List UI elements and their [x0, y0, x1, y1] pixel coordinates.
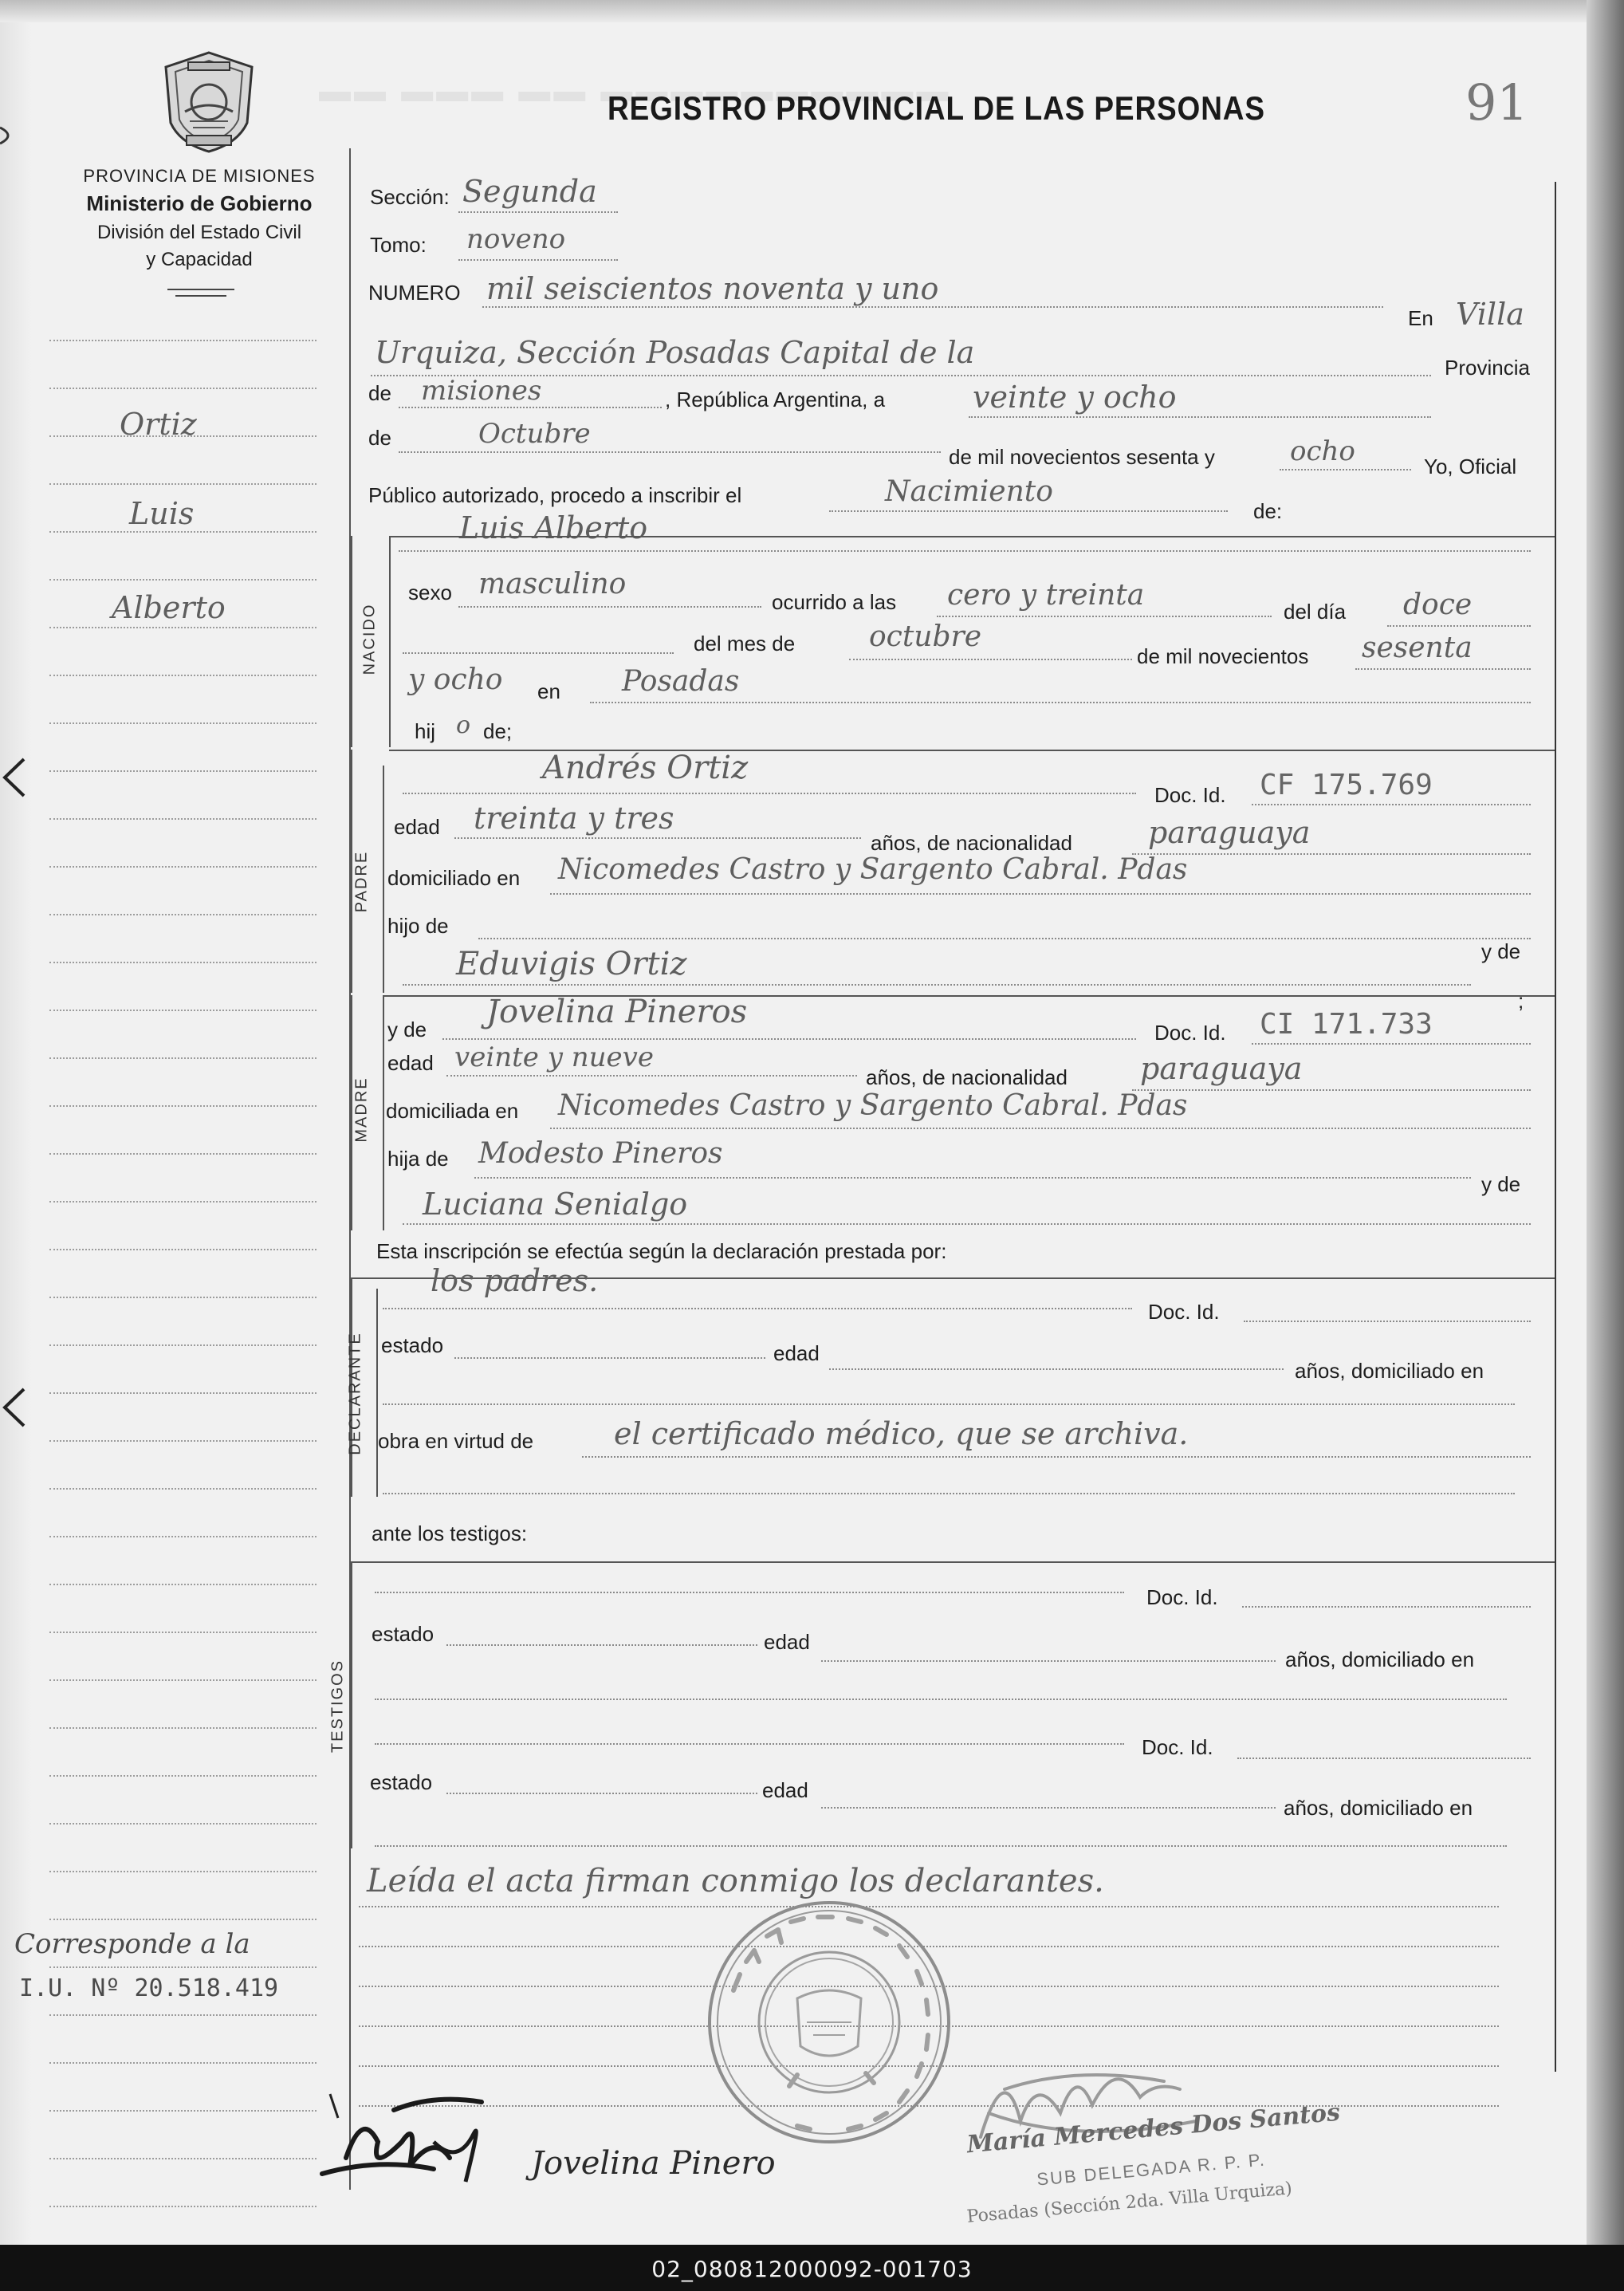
value-padre-dom: Nicomedes Castro y Sargento Cabral. Pdas	[558, 853, 1188, 886]
field-line	[937, 616, 1272, 617]
field-line	[375, 1845, 1507, 1847]
label-inscripcion: Esta inscripción se efectúa según la declaración prestada por:	[376, 1239, 947, 1263]
margin-rule	[49, 1010, 317, 1011]
margin-rule	[49, 1871, 317, 1872]
margin-first-name: Luis	[129, 496, 195, 531]
value-en-place-1: Villa	[1456, 297, 1524, 332]
label-testigo1-doc: Doc. Id.	[1146, 1585, 1218, 1609]
section-border	[383, 766, 384, 993]
label-declarante-doc: Doc. Id.	[1148, 1300, 1220, 1324]
value-acto: Nacimiento	[885, 475, 1053, 508]
margin-rule	[49, 483, 317, 485]
margin-rule	[49, 2014, 317, 2016]
label-padre-hijo-de: hijo de	[387, 914, 449, 938]
margin-rule	[49, 2110, 317, 2112]
label-de-mes: de	[368, 426, 391, 450]
field-line	[821, 1660, 1276, 1662]
field-line	[829, 510, 1228, 512]
section-border	[389, 536, 1555, 537]
field-line	[1242, 1606, 1531, 1608]
margin-rule	[49, 2158, 317, 2159]
official-role: SUB DELEGADA R. P. P.	[1036, 2149, 1267, 2190]
margin-rule	[49, 1632, 317, 1633]
binding-notch-icon	[0, 758, 27, 797]
field-line	[550, 1128, 1531, 1129]
value-lugar-nac: Posadas	[622, 665, 740, 698]
label-madre-doc: Doc. Id.	[1154, 1021, 1226, 1045]
value-madre-nac: paraguaya	[1140, 1051, 1303, 1086]
field-line	[375, 1743, 1124, 1745]
value-sexo: masculino	[478, 568, 627, 600]
value-en-place-2: Urquiza, Sección Posadas Capital de la	[375, 335, 975, 370]
value-madre-edad: veinte y nueve	[454, 1041, 654, 1073]
label-testigo2-doc: Doc. Id.	[1142, 1735, 1213, 1759]
margin-rule	[49, 1488, 317, 1490]
field-line	[482, 306, 1383, 308]
label-tomo: Tomo:	[370, 233, 427, 257]
margin-rule	[49, 1966, 317, 1968]
label-testigo1-estado: estado	[372, 1622, 435, 1646]
margin-rule	[49, 818, 317, 820]
binding-ring-icon	[0, 120, 24, 152]
margin-rule	[49, 1727, 317, 1729]
section-border	[351, 1561, 352, 1848]
label-testigo1-edad: edad	[764, 1630, 810, 1654]
page-title: REGISTRO PROVINCIAL DE LAS PERSONAS	[608, 89, 1265, 127]
label-padre-domicilio: domiciliado en	[387, 866, 521, 890]
value-madre-doc: CI 171.733	[1260, 1008, 1433, 1041]
margin-rule	[49, 1679, 317, 1681]
margin-rule	[49, 627, 317, 628]
margin-rule	[49, 1153, 317, 1155]
label-publico: Público autorizado, procedo a inscribir el	[368, 483, 742, 507]
label-provincia: Provincia	[1445, 356, 1530, 380]
field-line	[1355, 668, 1531, 670]
value-padre-doc: CF 175.769	[1260, 769, 1433, 801]
field-line	[1252, 1043, 1531, 1045]
label-testigo2-estado: estado	[370, 1770, 433, 1794]
margin-annotation-line2: I.U. Nº 20.518.419	[19, 1974, 279, 2002]
field-line	[403, 652, 674, 654]
margin-rule	[49, 675, 317, 676]
margin-rule	[49, 962, 317, 963]
field-line	[383, 1308, 1132, 1309]
value-declarante: los padres.	[431, 1263, 599, 1298]
label-declarante-estado: estado	[381, 1333, 444, 1357]
label-sexo: sexo	[408, 581, 452, 604]
field-line	[1132, 1089, 1531, 1091]
field-line	[399, 550, 1531, 552]
field-line	[1237, 1758, 1531, 1759]
margin-rule	[49, 1440, 317, 1442]
label-declarante-domicilio: años, domiciliado en	[1295, 1359, 1484, 1383]
label-testigo1-domicilio: años, domiciliado en	[1285, 1647, 1475, 1671]
field-line	[446, 1075, 857, 1077]
margin-rule	[49, 1297, 317, 1298]
value-numero: mil seiscientos noventa y uno	[486, 271, 939, 306]
page-number: 91	[1465, 73, 1528, 132]
section-border	[383, 995, 384, 1230]
value-tomo: noveno	[466, 223, 566, 255]
value-madre-nombre: Jovelina Pineros	[486, 994, 748, 1030]
field-line	[403, 984, 1471, 986]
bleed-through-text: ▬▬ ▬▬▬ ▬▬ ▬▬▬▬▬▬▬▬▬▬	[319, 73, 952, 108]
label-madre-edad: edad	[387, 1051, 434, 1075]
label-de-colon: de:	[1253, 499, 1283, 523]
label-ocurrido: ocurrido a las	[772, 590, 897, 614]
margin-rule	[49, 866, 317, 868]
label-republica: , República Argentina, a	[665, 388, 886, 411]
label-madre-y-de: y de	[1481, 1172, 1521, 1196]
official-office: Posadas (Sección 2da. Villa Urquiza)	[965, 2179, 1293, 2227]
field-line	[454, 1357, 765, 1359]
field-line	[478, 938, 1531, 939]
label-padre-doc: Doc. Id.	[1154, 783, 1226, 807]
field-line	[383, 1493, 1515, 1494]
value-padre-madre: Eduvigis Ortiz	[456, 946, 687, 982]
field-line	[829, 1368, 1284, 1370]
margin-rule	[49, 1057, 317, 1059]
value-madre-madre: Luciana Senialgo	[423, 1187, 688, 1222]
official-stamp-icon	[702, 1895, 957, 2150]
org-province: PROVINCIA DE MISIONES	[83, 166, 316, 186]
label-declarante-edad: edad	[773, 1341, 820, 1365]
label-ante-testigos: ante los testigos:	[372, 1521, 528, 1545]
label-madre-domicilio: domiciliada en	[386, 1099, 519, 1123]
section-border	[376, 1289, 378, 1497]
field-line	[383, 1403, 1515, 1405]
side-label-nacido: NACIDO	[360, 603, 379, 675]
section-border	[389, 536, 391, 747]
page-right-edge	[1587, 0, 1624, 2245]
margin-rule	[49, 2062, 317, 2064]
page-top-edge	[0, 0, 1587, 22]
label-del-dia: del día	[1284, 600, 1347, 624]
mother-signature: Jovelina Pinero	[531, 2145, 776, 2182]
value-anio: ocho	[1290, 435, 1355, 467]
org-division: División del Estado Civil	[96, 222, 302, 243]
value-nombre: Luis Alberto	[459, 510, 648, 545]
field-line	[375, 1699, 1507, 1700]
field-line	[375, 1592, 1124, 1593]
field-line	[403, 793, 1136, 794]
field-line	[403, 1223, 1531, 1225]
value-seccion: Segunda	[462, 174, 597, 209]
label-testigo2-edad: edad	[762, 1778, 808, 1802]
margin-rule	[49, 1249, 317, 1250]
value-padre-nac: paraguaya	[1148, 815, 1311, 850]
margin-rule	[49, 1919, 317, 1920]
margin-rule	[49, 531, 317, 533]
label-obra: obra en virtud de	[378, 1429, 534, 1453]
org-capacity: y Capacidad	[146, 249, 253, 270]
value-dia-texto: veinte y ocho	[973, 380, 1177, 415]
label-testigo2-domicilio: años, domiciliado en	[1284, 1796, 1473, 1820]
margin-rule	[49, 388, 317, 389]
side-label-madre: MADRE	[352, 1077, 371, 1143]
label-del-mes-de: del mes de	[694, 632, 796, 655]
label-padre-y-de: y de	[1481, 939, 1521, 963]
value-hijo-o: o	[456, 711, 471, 739]
value-mes: Octubre	[478, 418, 591, 450]
margin-rule	[49, 1344, 317, 1346]
side-label-declarante: DECLARANTE	[346, 1332, 364, 1455]
margin-rule	[49, 1105, 317, 1107]
margin-rule	[49, 770, 317, 772]
margin-annotation-line1: Corresponde a la	[14, 1928, 250, 1960]
field-line	[582, 1456, 1531, 1458]
field-line	[474, 1177, 1471, 1179]
value-padre-edad: treinta y tres	[474, 801, 674, 836]
field-line	[399, 451, 941, 453]
margin-rule	[49, 1584, 317, 1585]
field-line	[458, 211, 618, 213]
label-en: En	[1408, 306, 1433, 330]
field-line	[442, 1038, 1136, 1040]
margin-surname: Ortiz	[120, 407, 197, 442]
section-border	[351, 536, 352, 747]
label-y-de-madre: y de	[387, 1018, 427, 1041]
field-line	[1280, 469, 1411, 470]
label-numero: NUMERO	[368, 281, 461, 305]
official-name: María Mercedes Dos Santos	[965, 2098, 1342, 2159]
label-madre-hija-de: hija de	[387, 1147, 449, 1171]
madre-semicolon: ;	[1518, 989, 1524, 1013]
margin-rule	[49, 1823, 317, 1825]
side-label-testigos: TESTIGOS	[328, 1659, 347, 1754]
label-de-semicolon: de;	[483, 719, 513, 743]
label-seccion: Sección:	[370, 185, 450, 209]
label-de-prov: de	[368, 381, 391, 405]
form-right-border	[1555, 182, 1556, 2072]
label-padre-edad: edad	[394, 815, 440, 839]
value-leida: Leída el acta firman conmigo los declarantes.	[367, 1863, 1104, 1899]
value-obra: el certificado médico, que se archiva.	[614, 1416, 1189, 1451]
value-mes-nac: octubre	[869, 620, 982, 653]
label-yo-oficial: Yo, Oficial	[1424, 455, 1517, 478]
field-line	[1244, 1321, 1531, 1322]
margin-second-name: Alberto	[112, 590, 226, 625]
margin-rule	[49, 1201, 317, 1203]
margin-rule	[49, 579, 317, 581]
label-madre-nacionalidad: años, de nacionalidad	[866, 1065, 1068, 1089]
side-label-padre: PADRE	[352, 850, 371, 913]
value-hora: cero y treinta	[947, 579, 1145, 612]
margin-rule	[49, 914, 317, 915]
father-signature-icon	[314, 2086, 505, 2190]
field-line	[1252, 804, 1531, 805]
field-line	[446, 1644, 757, 1646]
field-line	[590, 702, 1531, 703]
org-ministry: Ministerio de Gobierno	[86, 191, 313, 215]
field-line	[1132, 853, 1531, 855]
section-border	[351, 1561, 1555, 1563]
field-line	[458, 606, 761, 608]
margin-rule	[49, 722, 317, 724]
field-line	[969, 416, 1431, 418]
field-line	[550, 893, 1531, 895]
org-divider	[167, 289, 234, 290]
margin-rule	[49, 2206, 317, 2207]
label-de-mil-novecientos: de mil novecientos	[1137, 644, 1309, 668]
value-provincia: misiones	[421, 375, 542, 407]
footer-image-id: 02_080812000092-001703	[651, 2256, 973, 2282]
margin-rule	[49, 340, 317, 341]
label-en-lugar: en	[537, 679, 560, 703]
value-anio-nac-2: y ocho	[408, 663, 503, 696]
field-line	[821, 1807, 1276, 1809]
field-line	[849, 659, 1132, 660]
label-hijo: hij	[415, 719, 436, 743]
margin-rule	[49, 1536, 317, 1537]
org-divider	[175, 295, 226, 297]
value-padre-nombre: Andrés Ortiz	[542, 750, 749, 786]
margin-rule	[49, 1775, 317, 1777]
field-line	[458, 259, 618, 261]
field-line	[454, 837, 861, 839]
field-line	[1387, 625, 1531, 627]
value-dia-nac: doce	[1403, 588, 1473, 621]
field-line	[399, 407, 662, 408]
value-madre-padre: Modesto Pineros	[478, 1137, 723, 1170]
label-padre-nacionalidad: años, de nacionalidad	[871, 831, 1072, 855]
province-emblem-icon	[158, 49, 260, 155]
margin-rule	[49, 1392, 317, 1394]
label-mil-novecientos-sesenta: de mil novecientos sesenta y	[949, 445, 1215, 469]
value-anio-nac-1: sesenta	[1362, 632, 1473, 664]
value-madre-dom: Nicomedes Castro y Sargento Cabral. Pdas	[558, 1089, 1188, 1122]
field-line	[446, 1793, 757, 1794]
binding-notch-icon	[0, 1388, 27, 1427]
